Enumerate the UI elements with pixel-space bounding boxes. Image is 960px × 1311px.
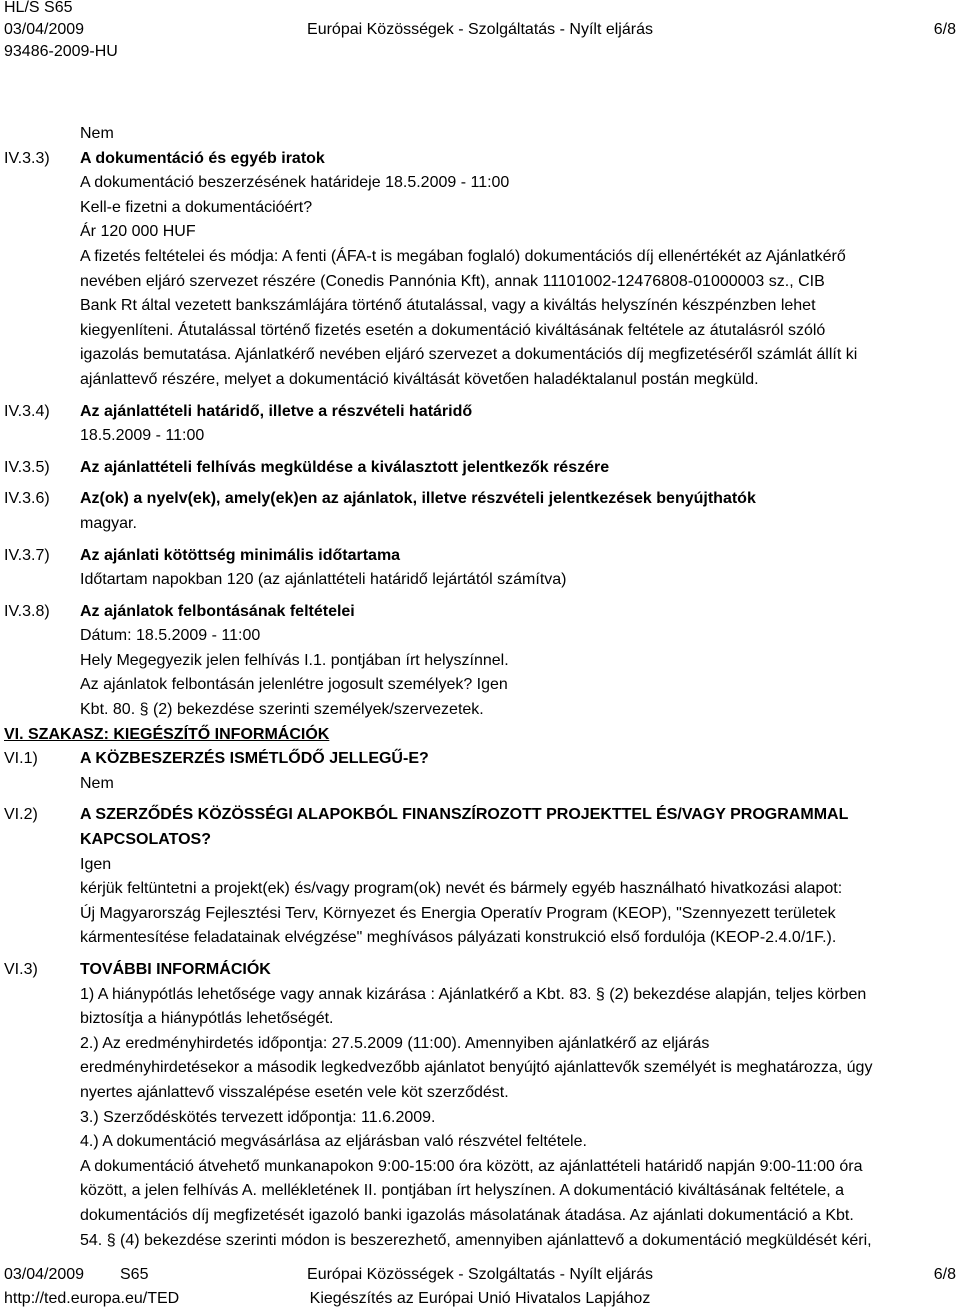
section-heading: Az ajánlattételi határidő, illetve a részvételi határidő bbox=[80, 402, 473, 420]
header-page: 6/8 bbox=[933, 21, 956, 38]
section-heading: KAPCSOLATOS? bbox=[80, 831, 211, 849]
text-line: nyertes ajánlattevő visszalépése esetén vele köt szerződést. bbox=[80, 1083, 509, 1101]
text-line: között, a jelen felhívás A. mellékletének II. pontjában írt helyszínen. A dokumentáció kiváltásának feltétele, a bbox=[80, 1182, 845, 1200]
text-line: 3.) Szerződéskötés tervezett időpontja: 11.6.2009. bbox=[80, 1108, 436, 1126]
section-heading: Az ajánlati kötöttség minimális időtartama bbox=[80, 546, 401, 564]
footer-title: Európai Közösségek - Szolgáltatás - Nyílt eljárás bbox=[307, 1266, 653, 1283]
document-body bbox=[4, 122, 956, 1253]
text-line: 54. § (4) bekezdése szerinti módon is beszerezhető, amennyiben ajánlattevő a dokumentáció megküldését kéri, bbox=[80, 1231, 872, 1249]
section-iv38 bbox=[4, 600, 956, 723]
footer-date: 03/04/2009 bbox=[4, 1266, 85, 1283]
section-vi2 bbox=[4, 803, 956, 951]
page-footer bbox=[4, 1263, 956, 1311]
text-line: A dokumentáció beszerzésének határideje 18.5.2009 - 11:00 bbox=[80, 174, 510, 192]
header-code: HL/S S65 bbox=[4, 0, 73, 16]
section-heading: A KÖZBESZERZÉS ISMÉTLŐDŐ JELLEGŰ-E? bbox=[80, 750, 429, 768]
text-line: ajánlattevő részére, melyet a dokumentáció kiváltását követően haladéktalanul postán megküld. bbox=[80, 370, 759, 388]
text-line: dokumentációs díj megfizetését igazoló banki igazolás másolatának átadása. Az ajánlati dokumentáció a Kbt. bbox=[80, 1206, 854, 1224]
section-iv34 bbox=[4, 400, 956, 449]
text-line: magyar. bbox=[80, 514, 137, 532]
text-line: 2.) Az eredményhirdetés időpontja: 27.5.2009 (11:00). Amennyiben ajánlatkérő az eljárás bbox=[80, 1034, 710, 1052]
footer-url[interactable]: http://ted.europa.eu/TED bbox=[4, 1290, 180, 1307]
text-line: Ár 120 000 HUF bbox=[80, 223, 196, 241]
text-line: kármentesítése feladatainak elvégzése" meghívásos pályázati konstrukció első fordulója (KEOP-2.4.0/1F.). bbox=[80, 929, 837, 947]
text-line: biztosítja a hiánypótlás lehetőségét. bbox=[80, 1010, 334, 1028]
text-line: Dátum: 18.5.2009 - 11:00 bbox=[80, 627, 261, 645]
section-iv36 bbox=[4, 487, 956, 536]
text-line: kérjük feltüntetni a projekt(ek) és/vagy program(ok) nevét és bármely egyéb használható hivatkozási alapot: bbox=[80, 880, 843, 898]
text-line: 4.) A dokumentáció megvásárlása az eljárásban való részvétel feltétele. bbox=[80, 1133, 587, 1151]
section-heading: Az(ok) a nyelv(ek), amely(ek)en az ajánlatok, illetve részvételi jelentkezések benyújthatók bbox=[80, 490, 756, 508]
section-iv37 bbox=[4, 544, 956, 593]
section-heading: TOVÁBBI INFORMÁCIÓK bbox=[80, 961, 271, 978]
text-line: Kbt. 80. § (2) bekezdése szerinti személyek/szervezetek. bbox=[80, 701, 484, 719]
section-iv33 bbox=[4, 147, 956, 393]
section-number: VI.1) bbox=[4, 750, 38, 768]
section-number: IV.3.6) bbox=[4, 490, 50, 508]
text-line: Bank Rt által vezetett bankszámlájára történő átutalással, vagy a kiváltás helyszínén készpénzben lehet bbox=[80, 297, 816, 315]
section-number: IV.3.5) bbox=[4, 458, 50, 476]
text-line: Nem bbox=[80, 774, 114, 792]
section-number: IV.3.7) bbox=[4, 546, 50, 564]
text-line: eredményhirdetésekor a második legkedvezőbb ajánlatot benyújtó ajánlattevők személyét is meghatározza, úgy bbox=[80, 1059, 873, 1077]
text-line: A dokumentáció átvehető munkanapokon 9:00-15:00 óra között, az ajánlattételi határidő napján 9:00-11:00 óra bbox=[80, 1157, 863, 1175]
text-line: 1) A hiánypótlás lehetősége vagy annak kizárása : Ajánlatkérő a Kbt. 83. § (2) bekezdése alapján, teljes körben bbox=[80, 985, 867, 1003]
top-line: Nem bbox=[80, 125, 114, 142]
section-heading: Az ajánlatok felbontásának feltételei bbox=[80, 602, 355, 620]
page-header bbox=[4, 0, 956, 63]
text-line: Kell-e fizetni a dokumentációért? bbox=[80, 198, 313, 216]
text-line: Új Magyarország Fejlesztési Terv, Környezet és Energia Operatív Program (KEOP), "Szennyezett területek bbox=[80, 904, 836, 922]
section-number: IV.3.3) bbox=[4, 149, 50, 167]
text-line: Az ajánlatok felbontásán jelenlétre jogosult személyek? Igen bbox=[80, 676, 508, 694]
section-vi3 bbox=[4, 958, 956, 1253]
section-vi1 bbox=[4, 747, 956, 796]
section-number: VI.2) bbox=[4, 806, 38, 824]
section-iv35 bbox=[4, 456, 956, 481]
text-line: igazolás bemutatása. Ajánlatkérő nevében eljáró szervezet a dokumentációs díj megfizetéséről számlát állít ki bbox=[80, 346, 858, 364]
section-number: VI.3) bbox=[4, 961, 38, 978]
header-ref: 93486-2009-HU bbox=[4, 43, 118, 60]
text-line: Igen bbox=[80, 855, 112, 873]
footer-code: S65 bbox=[120, 1266, 149, 1283]
text-line: Időtartam napokban 120 (az ajánlattételi határidő lejártától számítva) bbox=[80, 571, 567, 589]
section-number: IV.3.8) bbox=[4, 602, 50, 620]
text-line: nevében eljáró szervezet részére (Conedis Pannónia Kft), annak 11101002-12476808-01000003 sz., CIB bbox=[80, 272, 825, 290]
footer-subtitle: Kiegészítés az Európai Unió Hivatalos Lapjához bbox=[309, 1290, 651, 1307]
section-vi-title: VI. SZAKASZ: KIEGÉSZÍTŐ INFORMÁCIÓK bbox=[4, 725, 330, 743]
section-heading: A SZERZŐDÉS KÖZÖSSÉGI ALAPOKBÓL FINANSZÍROZOTT PROJEKTTEL ÉS/VAGY PROGRAMMAL bbox=[80, 806, 849, 824]
footer-page: 6/8 bbox=[933, 1266, 956, 1283]
header-title: Európai Közösségek - Szolgáltatás - Nyílt eljárás bbox=[307, 21, 653, 38]
text-line: Hely Megegyezik jelen felhívás I.1. pontjában írt helyszínnel. bbox=[80, 651, 509, 669]
section-heading: Az ajánlattételi felhívás megküldése a kiválasztott jelentkezők részére bbox=[80, 458, 610, 476]
text-line: A fizetés feltételei és módja: A fenti (ÁFA-t is megában foglaló) dokumentációs díj ellenértékét az Ajánlatkérő bbox=[80, 247, 846, 265]
section-heading: A dokumentáció és egyéb iratok bbox=[80, 149, 325, 167]
text-line: kiegyenlíteni. Átutalással történő fizetés esetén a dokumentáció kiváltásának feltétele az átutalásról szóló bbox=[80, 321, 826, 339]
text-line: 18.5.2009 - 11:00 bbox=[80, 427, 205, 445]
section-number: IV.3.4) bbox=[4, 402, 50, 420]
header-date: 03/04/2009 bbox=[4, 21, 85, 38]
